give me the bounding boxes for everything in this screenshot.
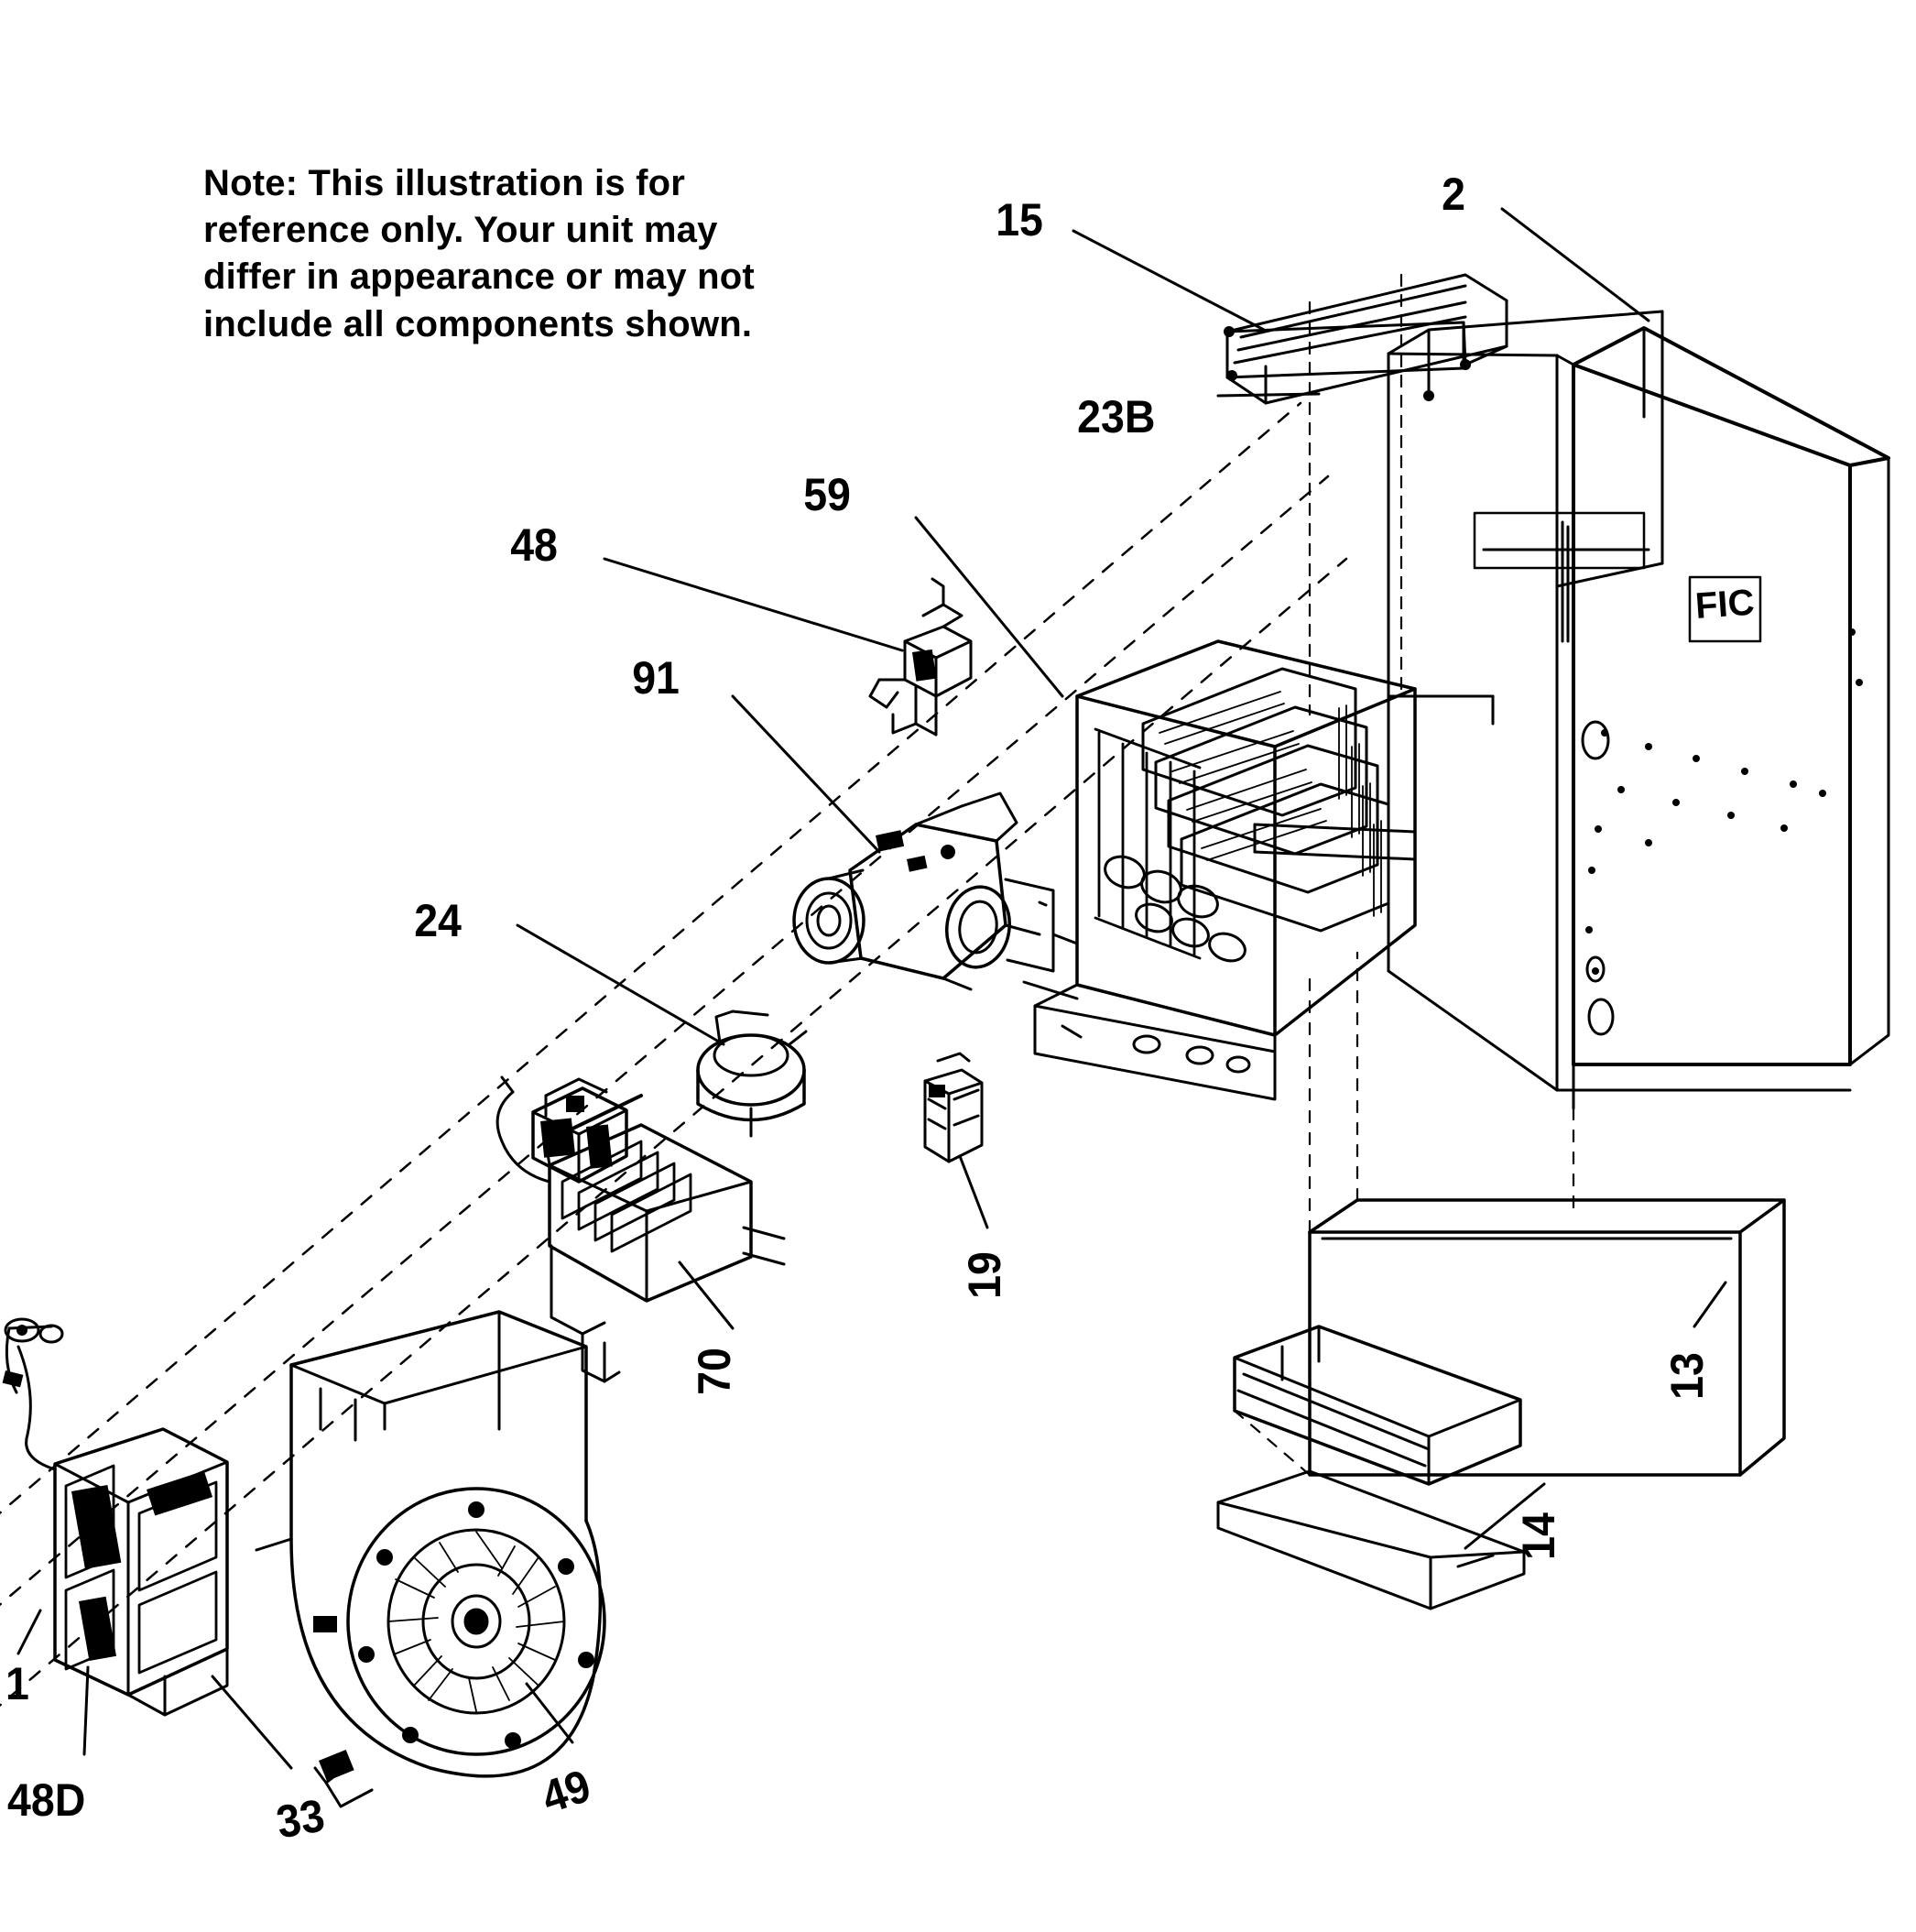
blower-assembly-49 — [256, 1312, 604, 1806]
callout-15 — [996, 193, 1047, 246]
callout-91 — [632, 651, 683, 704]
callout-13 — [1660, 1348, 1714, 1400]
heat-exchanger-assembly — [1035, 641, 1415, 1099]
pressure-switch-24 — [698, 1011, 806, 1136]
callout-70 — [688, 1344, 741, 1395]
callout-label: 19 — [959, 1251, 1010, 1299]
callout-14 — [1512, 1509, 1565, 1560]
top-rail-15 — [1227, 275, 1507, 403]
callout-label: 24 — [414, 895, 462, 946]
callout-48d — [7, 1774, 92, 1827]
burner-manifold-assembly-70 — [497, 1077, 784, 1381]
callout-59 — [803, 468, 855, 521]
base-rail-14 — [1218, 1326, 1524, 1609]
callout-24 — [414, 894, 465, 947]
bottom-panel-13 — [1310, 1200, 1784, 1475]
rollout-switch-48 — [870, 579, 971, 735]
alignment-axis-lines — [0, 403, 1346, 1713]
callout-label: 2 — [1442, 169, 1465, 220]
projection-lines — [1235, 953, 1573, 1475]
callout-label: 33 — [272, 1789, 329, 1849]
limit-switch-19 — [925, 1053, 982, 1162]
callout-48 — [510, 518, 561, 572]
callout-label: 70 — [689, 1348, 740, 1395]
control-box-assembly — [3, 1319, 227, 1715]
cabinet-screw-holes — [1585, 628, 1863, 975]
callout-23b — [1077, 390, 1161, 443]
cabinet-body — [1388, 311, 1889, 1108]
callout-label: 13 — [1661, 1352, 1713, 1400]
cabinet-knockouts — [1562, 522, 1613, 1034]
callout-1 — [5, 1657, 31, 1710]
svg-text:FIC: FIC — [1693, 582, 1756, 627]
callout-label: 49 — [535, 1759, 597, 1824]
callout-label: 14 — [1513, 1512, 1564, 1560]
leader-lines — [18, 209, 1725, 1768]
callout-label: 1 — [5, 1658, 29, 1709]
callout-label: 48D — [7, 1774, 86, 1826]
callout-19 — [958, 1248, 1011, 1299]
callout-label: 91 — [632, 652, 680, 704]
callout-33 — [273, 1788, 332, 1850]
callout-label: 15 — [996, 194, 1043, 246]
callout-label: 48 — [510, 519, 558, 571]
callout-2 — [1442, 168, 1467, 221]
callout-label: 23B — [1077, 391, 1156, 442]
reference-note: Note: This illustration is for reference only. Your unit may differ in appearance or may not include all components shown. — [203, 163, 755, 344]
callout-label: 59 — [803, 469, 851, 520]
